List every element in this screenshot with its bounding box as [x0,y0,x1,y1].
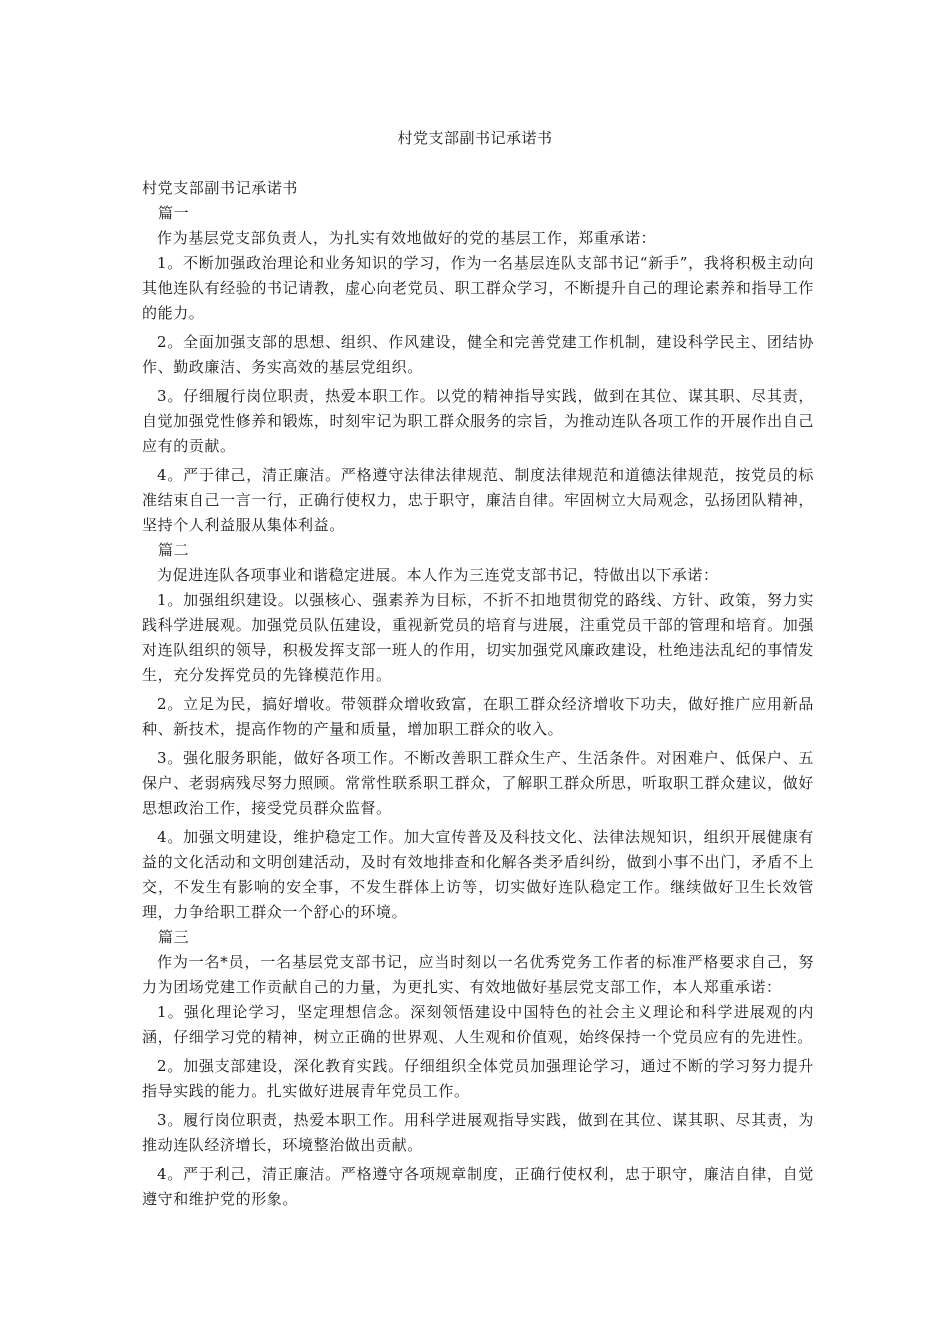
document-title: 村党支部副书记承诺书 [397,129,553,147]
section-intro: 作为一名*员，一名基层党支部书记，应当时刻以一名优秀党务工作者的标准严格要求自己，努力为团场党建工作贡献自己的力量，为更扎实、有效地做好基层党支部工作，本人郑重承诺： [142,953,814,996]
commitment-item: 4。严于利己，清正廉洁。严格遵守各项规章制度，正确行使权利，忠于职守，廉洁自律，自觉遵守和维护党的形象。 [142,1165,814,1208]
commitment-item: 2。加强支部建设，深化教育实践。仔细组织全体党员加强理论学习，通过不断的学习努力提升指导实践的能力。扎实做好进展青年党员工作。 [142,1057,814,1100]
section-heading: 篇三 [158,928,190,946]
commitment-item: 1。强化理论学习，坚定理想信念。深刻领悟建设中国特色的社会主义理论和科学进展观的内涵，仔细学习党的精神，树立正确的世界观、人生观和价值观，始终保持一个党员应有的先进性。 [142,1003,814,1046]
commitment-item: 4。加强文明建设，维护稳定工作。加大宣传普及及科技文化、法律法规知识，组织开展健康有益的文化活动和文明创建活动，及时有效地排查和化解各类矛盾纠纷，做到小事不出门，矛盾不上交，不发生有影响的安全事，不发生群体上访等，切实做好连队稳定工作。继续做好卫生长效管理，力争给职工群众一个舒心的环境。 [142,828,814,921]
section-intro: 为促进连队各项事业和谐稳定进展。本人作为三连党支部书记，特做出以下承诺： [157,566,719,584]
commitment-item: 2。立足为民，搞好增收。带领群众增收致富，在职工群众经济增收下功夫，做好推广应用新品种、新技术，提高作物的产量和质量，增加职工群众的收入。 [142,695,814,738]
commitment-item: 3。仔细履行岗位职责，热爱本职工作。以党的精神指导实践，做到在其位、谋其职、尽其责，自觉加强党性修养和锻炼，时刻牢记为职工群众服务的宗旨，为推动连队各项工作的开展作出自己应有的贡献。 [142,387,814,455]
document-subtitle: 村党支部副书记承诺书 [142,179,299,197]
commitment-item: 3。强化服务职能，做好各项工作。不断改善职工群众生产、生活条件。对困难户、低保户、五保户、老弱病残尽努力照顾。常常性联系职工群众，了解职工群众所思，听取职工群众建议，做好思想政治工作，接受党员群众监督。 [142,749,814,817]
document-body [142,176,814,1212]
section-heading: 篇一 [158,204,190,222]
commitment-item: 2。全面加强支部的思想、组织、作风建设，健全和完善党建工作机制，建设科学民主、团结协作、勤政廉洁、务实高效的基层党组织。 [142,333,814,376]
section-heading: 篇二 [158,541,190,559]
commitment-item: 4。严于律己，清正廉洁。严格遵守法律法律规范、制度法律规范和道德法律规范，按党员的标准结束自己一言一行，正确行使权力，忠于职守，廉洁自律。牢固树立大局观念，弘扬团队精神，坚持个人利益服从集体利益。 [142,466,814,534]
section-intro: 作为基层党支部负责人，为扎实有效地做好的党的基层工作，郑重承诺： [157,229,657,247]
commitment-item: 1。加强组织建设。以强核心、强素养为目标，不折不扣地贯彻党的路线、方针、政策，努力实践科学进展观。加强党员队伍建设，重视新党员的培育与进展，注重党员干部的管理和培育。加强对连队组织的领导，积极发挥支部一班人的作用，切实加强党风廉政建设，杜绝违法乱纪的事情发生，充分发挥党员的先锋模范作用。 [142,591,814,684]
commitment-item: 3。履行岗位职责，热爱本职工作。用科学进展观指导实践，做到在其位、谋其职、尽其责，为推动连队经济增长，环境整治做出贡献。 [142,1111,814,1154]
commitment-item: 1。不断加强政治理论和业务知识的学习，作为一名基层连队支部书记“新手”，我将积极主动向其他连队有经验的书记请教，虚心向老党员、职工群众学习，不断提升自己的理论素养和指导工作的能力。 [142,254,814,322]
